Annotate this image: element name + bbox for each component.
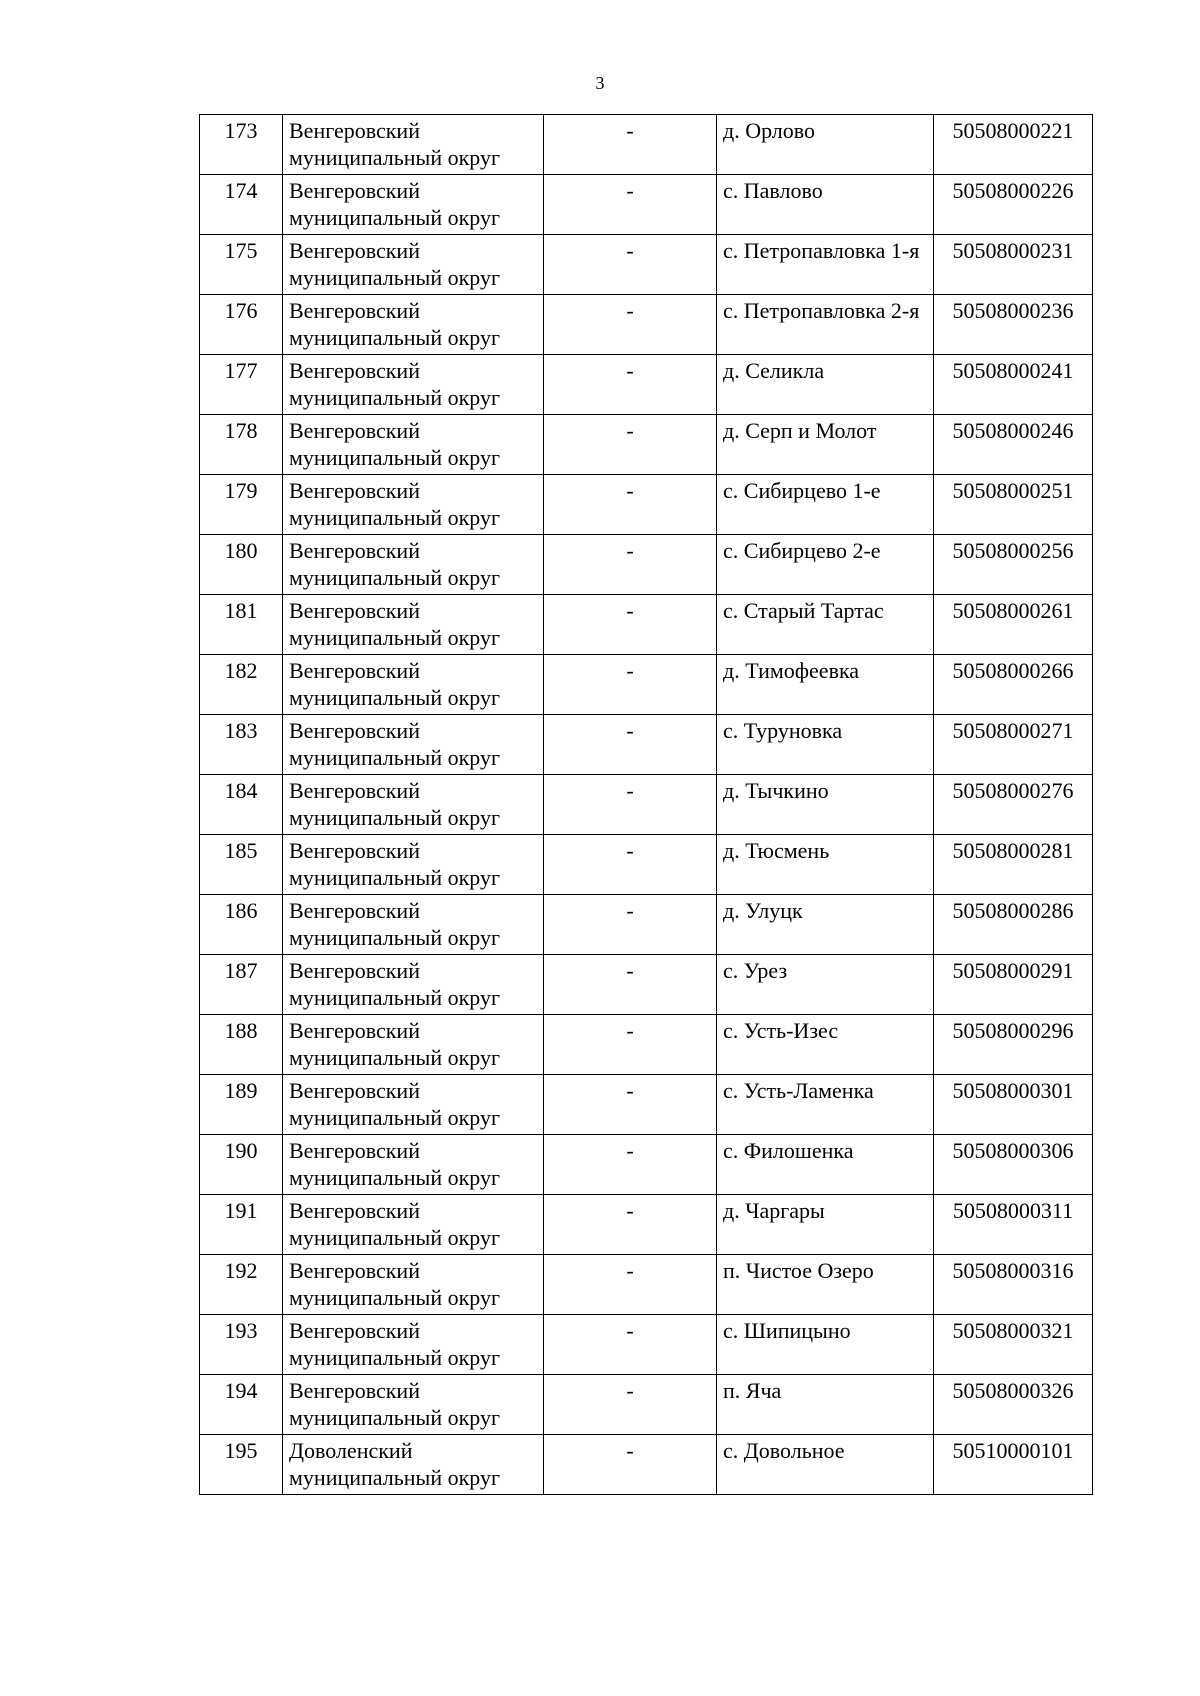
table-row: [200, 235, 1093, 295]
row-number-cell: 179: [200, 475, 283, 535]
table-row: [200, 1375, 1093, 1435]
oktmo-code-cell: 50508000241: [934, 355, 1093, 415]
table-row: [200, 475, 1093, 535]
municipality-cell: Венгеровский муниципальный округ: [283, 535, 544, 595]
oktmo-code-cell: 50508000276: [934, 775, 1093, 835]
row-number-cell: 177: [200, 355, 283, 415]
mark-cell: -: [544, 1195, 717, 1255]
settlement-cell: д. Орлово: [717, 115, 934, 175]
settlement-cell: п. Чистое Озеро: [717, 1255, 934, 1315]
mark-cell: -: [544, 535, 717, 595]
row-number-cell: 183: [200, 715, 283, 775]
settlement-cell: с. Усть-Ламенка: [717, 1075, 934, 1135]
table-row: [200, 1135, 1093, 1195]
settlement-cell: д. Тюсмень: [717, 835, 934, 895]
municipality-cell: Венгеровский муниципальный округ: [283, 835, 544, 895]
mark-cell: -: [544, 715, 717, 775]
table-body: [200, 115, 1093, 1495]
settlement-cell: д. Тычкино: [717, 775, 934, 835]
oktmo-code-cell: 50508000326: [934, 1375, 1093, 1435]
settlement-cell: д. Улуцк: [717, 895, 934, 955]
row-number-cell: 180: [200, 535, 283, 595]
table-row: [200, 1255, 1093, 1315]
table-row: [200, 1195, 1093, 1255]
table-row: [200, 355, 1093, 415]
municipality-cell: Венгеровский муниципальный округ: [283, 775, 544, 835]
table-row: [200, 835, 1093, 895]
mark-cell: -: [544, 475, 717, 535]
mark-cell: -: [544, 955, 717, 1015]
row-number-cell: 195: [200, 1435, 283, 1495]
mark-cell: -: [544, 835, 717, 895]
oktmo-code-cell: 50508000246: [934, 415, 1093, 475]
mark-cell: -: [544, 1375, 717, 1435]
municipality-cell: Венгеровский муниципальный округ: [283, 175, 544, 235]
row-number-cell: 188: [200, 1015, 283, 1075]
table-row: [200, 115, 1093, 175]
municipality-cell: Венгеровский муниципальный округ: [283, 895, 544, 955]
municipality-cell: Венгеровский муниципальный округ: [283, 955, 544, 1015]
oktmo-code-cell: 50510000101: [934, 1435, 1093, 1495]
mark-cell: -: [544, 175, 717, 235]
mark-cell: -: [544, 1015, 717, 1075]
settlement-cell: с. Усть-Изес: [717, 1015, 934, 1075]
row-number-cell: 181: [200, 595, 283, 655]
oktmo-code-cell: 50508000316: [934, 1255, 1093, 1315]
settlement-cell: с. Туруновка: [717, 715, 934, 775]
settlement-cell: д. Серп и Молот: [717, 415, 934, 475]
oktmo-code-cell: 50508000251: [934, 475, 1093, 535]
mark-cell: -: [544, 235, 717, 295]
table-row: [200, 415, 1093, 475]
mark-cell: -: [544, 595, 717, 655]
oktmo-code-cell: 50508000271: [934, 715, 1093, 775]
mark-cell: -: [544, 295, 717, 355]
municipality-cell: Венгеровский муниципальный округ: [283, 235, 544, 295]
settlement-cell: д. Селикла: [717, 355, 934, 415]
municipality-cell: Венгеровский муниципальный округ: [283, 655, 544, 715]
settlements-table: [199, 114, 1093, 1495]
oktmo-code-cell: 50508000236: [934, 295, 1093, 355]
oktmo-code-cell: 50508000256: [934, 535, 1093, 595]
settlement-cell: д. Тимофеевка: [717, 655, 934, 715]
municipality-cell: Доволенский муниципальный округ: [283, 1435, 544, 1495]
row-number-cell: 184: [200, 775, 283, 835]
row-number-cell: 178: [200, 415, 283, 475]
oktmo-code-cell: 50508000301: [934, 1075, 1093, 1135]
oktmo-code-cell: 50508000266: [934, 655, 1093, 715]
row-number-cell: 182: [200, 655, 283, 715]
settlement-cell: с. Довольное: [717, 1435, 934, 1495]
oktmo-code-cell: 50508000296: [934, 1015, 1093, 1075]
mark-cell: -: [544, 1075, 717, 1135]
row-number-cell: 185: [200, 835, 283, 895]
row-number-cell: 194: [200, 1375, 283, 1435]
table-row: [200, 1075, 1093, 1135]
municipality-cell: Венгеровский муниципальный округ: [283, 1375, 544, 1435]
settlement-cell: с. Петропавловка 2-я: [717, 295, 934, 355]
mark-cell: -: [544, 355, 717, 415]
municipality-cell: Венгеровский муниципальный округ: [283, 1135, 544, 1195]
row-number-cell: 175: [200, 235, 283, 295]
table-row: [200, 175, 1093, 235]
row-number-cell: 186: [200, 895, 283, 955]
settlement-cell: с. Филошенка: [717, 1135, 934, 1195]
settlement-cell: с. Сибирцево 2-е: [717, 535, 934, 595]
table-row: [200, 895, 1093, 955]
table-row: [200, 535, 1093, 595]
page-number: 3: [595, 73, 605, 93]
municipality-cell: Венгеровский муниципальный округ: [283, 595, 544, 655]
mark-cell: -: [544, 775, 717, 835]
municipality-cell: Венгеровский муниципальный округ: [283, 1315, 544, 1375]
row-number-cell: 176: [200, 295, 283, 355]
table-row: [200, 1315, 1093, 1375]
settlement-cell: с. Павлово: [717, 175, 934, 235]
settlement-cell: с. Старый Тартас: [717, 595, 934, 655]
oktmo-code-cell: 50508000221: [934, 115, 1093, 175]
municipality-cell: Венгеровский муниципальный округ: [283, 1255, 544, 1315]
oktmo-code-cell: 50508000306: [934, 1135, 1093, 1195]
oktmo-code-cell: 50508000226: [934, 175, 1093, 235]
oktmo-code-cell: 50508000311: [934, 1195, 1093, 1255]
table-row: [200, 655, 1093, 715]
mark-cell: -: [544, 415, 717, 475]
table-row: [200, 1435, 1093, 1495]
table-row: [200, 595, 1093, 655]
settlement-cell: с. Шипицыно: [717, 1315, 934, 1375]
settlement-cell: с. Сибирцево 1-е: [717, 475, 934, 535]
table-row: [200, 1015, 1093, 1075]
oktmo-code-cell: 50508000291: [934, 955, 1093, 1015]
settlement-cell: с. Петропавловка 1-я: [717, 235, 934, 295]
mark-cell: -: [544, 1435, 717, 1495]
settlement-cell: п. Яча: [717, 1375, 934, 1435]
oktmo-code-cell: 50508000231: [934, 235, 1093, 295]
row-number-cell: 174: [200, 175, 283, 235]
municipality-cell: Венгеровский муниципальный округ: [283, 715, 544, 775]
municipality-cell: Венгеровский муниципальный округ: [283, 115, 544, 175]
mark-cell: -: [544, 1255, 717, 1315]
row-number-cell: 191: [200, 1195, 283, 1255]
mark-cell: -: [544, 115, 717, 175]
settlement-cell: с. Урез: [717, 955, 934, 1015]
table-row: [200, 775, 1093, 835]
mark-cell: -: [544, 655, 717, 715]
mark-cell: -: [544, 1135, 717, 1195]
oktmo-code-cell: 50508000286: [934, 895, 1093, 955]
table-row: [200, 955, 1093, 1015]
table-row: [200, 295, 1093, 355]
municipality-cell: Венгеровский муниципальный округ: [283, 295, 544, 355]
oktmo-code-cell: 50508000321: [934, 1315, 1093, 1375]
mark-cell: -: [544, 895, 717, 955]
row-number-cell: 189: [200, 1075, 283, 1135]
municipality-cell: Венгеровский муниципальный округ: [283, 1015, 544, 1075]
municipality-cell: Венгеровский муниципальный округ: [283, 1195, 544, 1255]
row-number-cell: 192: [200, 1255, 283, 1315]
mark-cell: -: [544, 1315, 717, 1375]
settlement-cell: д. Чаргары: [717, 1195, 934, 1255]
oktmo-code-cell: 50508000281: [934, 835, 1093, 895]
municipality-cell: Венгеровский муниципальный округ: [283, 1075, 544, 1135]
municipality-cell: Венгеровский муниципальный округ: [283, 415, 544, 475]
oktmo-code-cell: 50508000261: [934, 595, 1093, 655]
row-number-cell: 173: [200, 115, 283, 175]
row-number-cell: 193: [200, 1315, 283, 1375]
row-number-cell: 187: [200, 955, 283, 1015]
table-row: [200, 715, 1093, 775]
municipality-cell: Венгеровский муниципальный округ: [283, 475, 544, 535]
municipality-cell: Венгеровский муниципальный округ: [283, 355, 544, 415]
row-number-cell: 190: [200, 1135, 283, 1195]
